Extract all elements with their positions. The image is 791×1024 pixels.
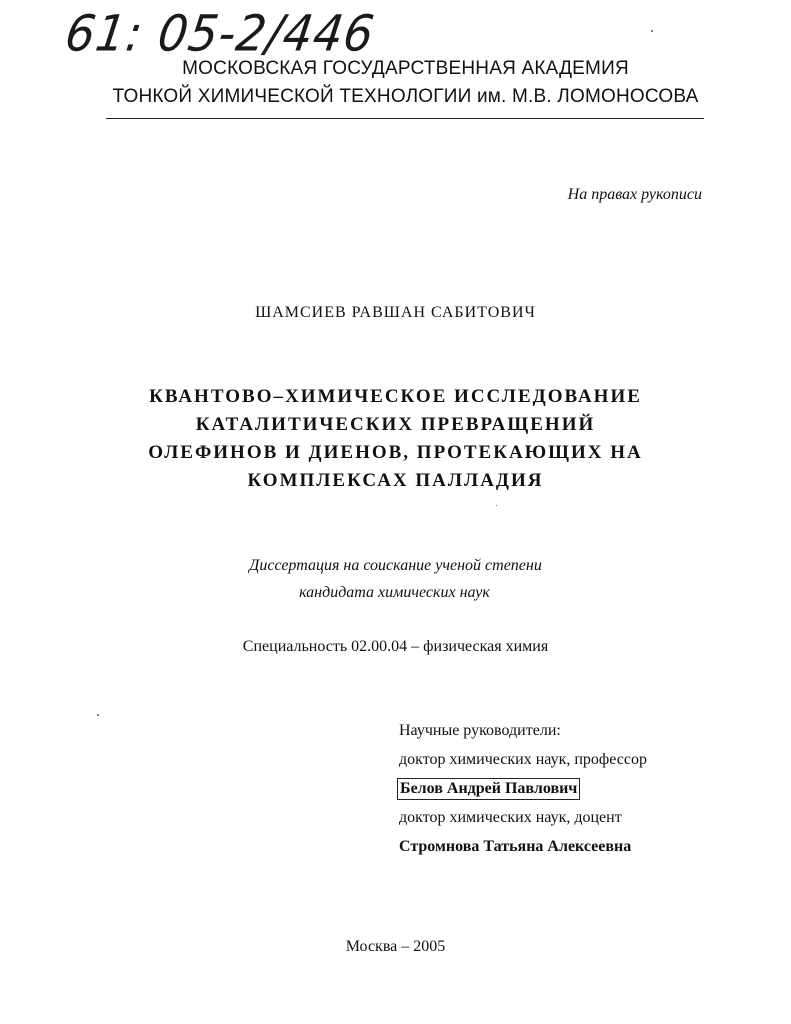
title-line-2: КАТАЛИТИЧЕСКИХ ПРЕВРАЩЕНИЙ <box>195 414 596 435</box>
dissertation-title <box>0 383 791 495</box>
degree-statement <box>0 552 791 606</box>
title-line-4: КОМПЛЕКСАХ ПАЛЛАДИЯ <box>247 470 544 491</box>
header-divider <box>106 118 704 119</box>
scan-speck <box>97 714 99 716</box>
scan-speck <box>496 505 497 506</box>
specialty-code: Специальность 02.00.04 – физическая химия <box>242 638 549 655</box>
degree-statement-line-2: кандидата химических наук <box>299 584 490 601</box>
advisor-2-name: Стромнова Татьяна Алексеевна <box>399 838 632 855</box>
city-year: Москва – 2005 <box>345 938 446 955</box>
title-line-3: ОЛЕФИНОВ И ДИЕНОВ, ПРОТЕКАЮЩИХ НА <box>148 442 643 463</box>
advisor-1-degree: доктор химических наук, профессор <box>399 751 647 768</box>
advisor-2-degree: доктор химических наук, доцент <box>399 809 622 826</box>
institution-name-line-2: ТОНКОЙ ХИМИЧЕСКОЙ ТЕХНОЛОГИИ им. М.В. ЛОМОНОСОВА <box>112 86 699 107</box>
advisors-heading: Научные руководители: <box>399 722 561 739</box>
handwritten-catalog-number: 61: 05-2/446 <box>61 4 379 63</box>
scan-speck <box>651 30 653 32</box>
advisor-1-row <box>399 774 647 803</box>
rights-notice: На правах рукописи <box>567 186 702 203</box>
degree-statement-line-1: Диссертация на соискание ученой степени <box>249 557 542 574</box>
institution-name-line-1: МОСКОВСКАЯ ГОСУДАРСТВЕННАЯ АКАДЕМИЯ <box>182 58 629 79</box>
advisors-block <box>399 716 647 861</box>
title-line-1: КВАНТОВО–ХИМИЧЕСКОЕ ИССЛЕДОВАНИЕ <box>149 386 642 407</box>
advisor-1-name: Белов Андрей Павлович <box>397 778 580 800</box>
author-name: ШАМСИЕВ РАВШАН САБИТОВИЧ <box>255 304 536 321</box>
